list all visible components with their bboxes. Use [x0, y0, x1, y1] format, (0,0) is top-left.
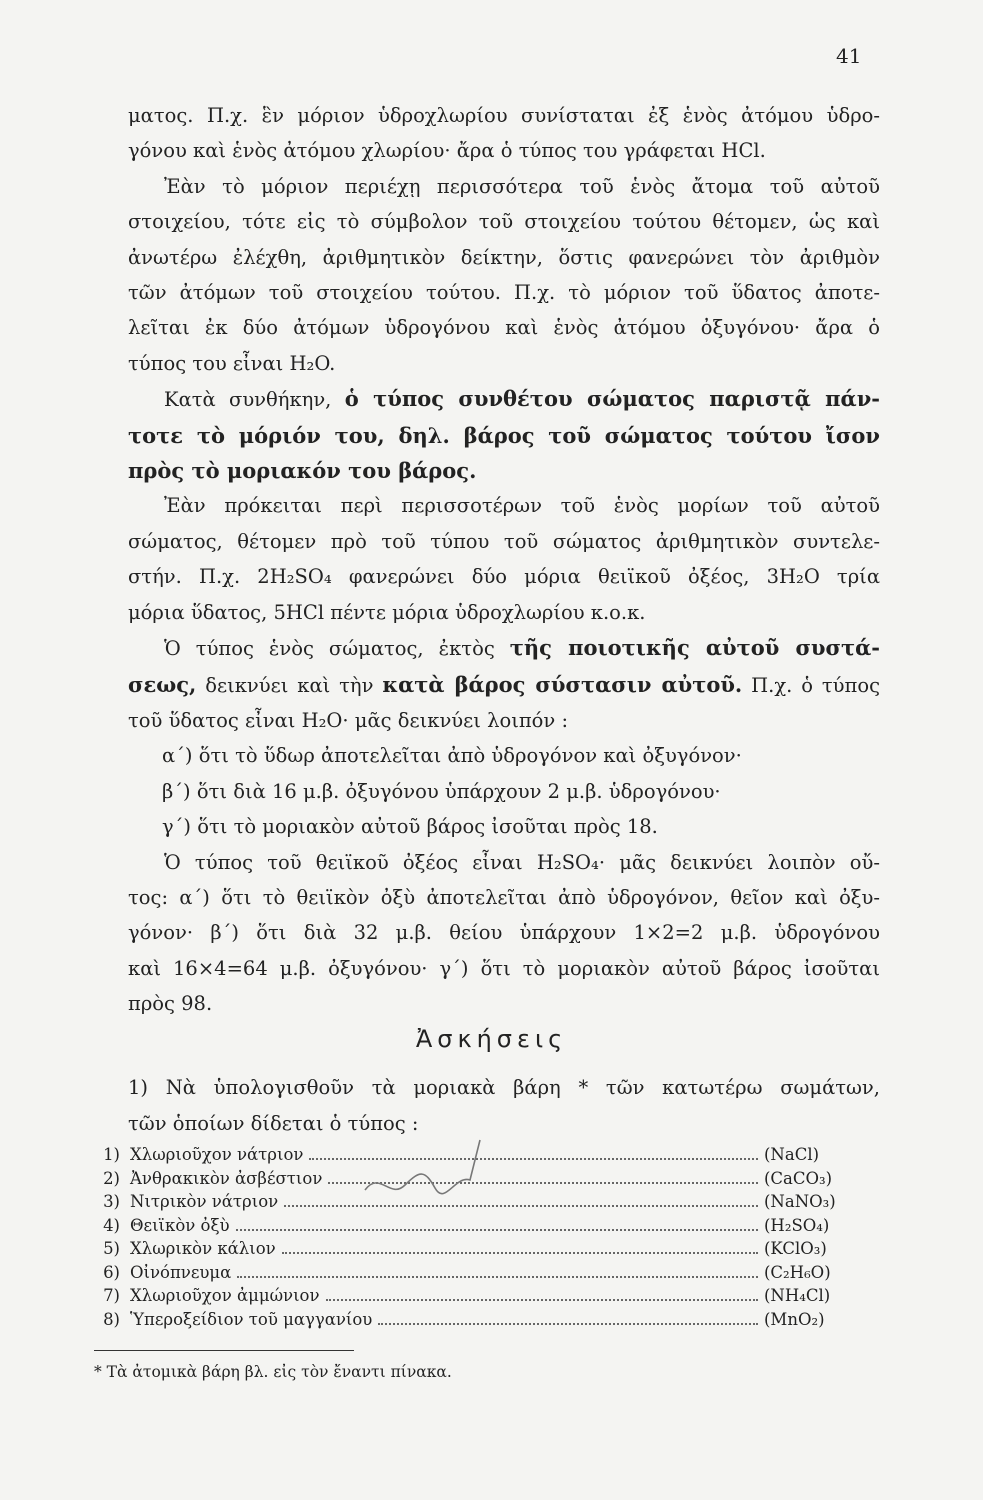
compound-formula: (CaCO₃) — [764, 1168, 833, 1188]
compound-name: Ὑπεροξείδιον τοῦ μαγγανίου — [130, 1309, 373, 1329]
list-item: β΄) ὅτι διὰ 16 μ.β. ὀξυγόνου ὑπάρχουν 2 μ.β. ὑδρογόνου· — [162, 779, 721, 803]
text-line: τοῦ ὕδατος εἶναι H₂O· μᾶς δεικνύει λοιπόν : — [128, 708, 569, 732]
dot-leader — [282, 1251, 758, 1254]
compound-row — [94, 1263, 894, 1287]
compound-row — [94, 1239, 894, 1263]
definition-bold: ὁ τύπος συνθέτου σώματος παριστᾷ πάν- — [344, 386, 880, 412]
definition-line — [128, 381, 880, 417]
row-number: 8) — [103, 1309, 120, 1329]
bold-text: σεως, — [128, 671, 197, 697]
compound-formula: (NaNO₃) — [764, 1192, 836, 1211]
row-number: 3) — [103, 1192, 120, 1211]
dot-leader — [236, 1228, 758, 1231]
row-number: 6) — [103, 1262, 120, 1282]
text-line: ματος. Π.χ. ἓν μόριον ὑδροχλωρίου συνίσταται ἐξ ἑνὸς ἀτόμου ὑδρο- — [128, 104, 880, 127]
compound-formula: (KClO₃) — [764, 1239, 827, 1258]
text-line: λεῖται ἐκ δύο ἀτόμων ὑδρογόνου καὶ ἑνὸς ἀτόμου ὀξυγόνου· ἄρα ὁ — [128, 316, 880, 340]
handwritten-scribble — [355, 1130, 515, 1220]
text-line: τῶν ὁποίων δίδεται ὁ τύπος : — [128, 1112, 419, 1135]
text-line: σώματος, θέτομεν πρὸ τοῦ τύπου τοῦ σώματος ἀριθμητικὸν συντελε- — [128, 529, 880, 553]
bold-text: τῆς ποιοτικῆς αὐτοῦ συστά- — [509, 635, 880, 661]
compound-formula: (MnO₂) — [764, 1309, 825, 1329]
dot-leader — [237, 1275, 758, 1278]
footnote: * Τὰ ἀτομικὰ βάρη βλ. εἰς τὸν ἔναντι πίνακα. — [94, 1363, 452, 1381]
composition-line — [128, 667, 880, 703]
compound-name: Ἀνθρακικὸν ἀσβέστιον — [130, 1168, 323, 1188]
row-number: 4) — [103, 1215, 120, 1235]
text-line: στήν. Π.χ. 2H₂SO₄ φανερώνει δύο μόρια θειϊκοῦ ὀξέος, 3H₂O τρία — [128, 565, 880, 589]
text-line: ἀνωτέρω ἐλέχθη, ἀριθμητικὸν δείκτην, ὅστις φανερώνει τὸν ἀριθμὸν — [128, 245, 880, 269]
row-number: 1) — [103, 1145, 120, 1164]
text-line: τῶν ἀτόμων τοῦ στοιχείου τούτου. Π.χ. τὸ μόριον τοῦ ὕδατος ἀποτε- — [128, 281, 880, 305]
compound-name: Χλωρικὸν κάλιον — [130, 1239, 276, 1258]
span-text: Ὁ τύπος ἑνὸς σώματος, ἐκτὸς — [164, 637, 510, 661]
footnote-rule — [94, 1350, 354, 1351]
text-line: γόνον· β΄) ὅτι διὰ 32 μ.β. θείου ὑπάρχουν 1×2=2 μ.β. ὑδρογόνου — [128, 921, 880, 945]
compound-formula: (H₂SO₄) — [764, 1215, 830, 1235]
span-text: δεικνύει καὶ τὴν — [196, 673, 383, 697]
page-number: 41 — [836, 44, 862, 68]
text-line: μόρια ὕδατος, 5HCl πέντε μόρια ὑδροχλωρίου κ.ο.κ. — [128, 600, 646, 624]
text-line: πρὸς 98. — [128, 992, 213, 1016]
text-line: τος: α΄) ὅτι τὸ θειϊκὸν ὀξὺ ἀποτελεῖται ἀπὸ ὑδρογόνον, θεῖον καὶ ὀξυ- — [128, 885, 880, 909]
row-number: 7) — [103, 1286, 120, 1305]
text-line: γόνου καὶ ἑνὸς ἀτόμου χλωρίου· ἄρα ὁ τύπος του γράφεται HCl. — [128, 139, 766, 163]
compound-name: Χλωριοῦχον ἀμμώνιον — [130, 1286, 320, 1305]
text-line: 1) Νὰ ὑπολογισθοῦν τὰ μοριακὰ βάρη * τῶν κατωτέρω σωμάτων, — [128, 1076, 880, 1099]
definition-bold-line: πρὸς τὸ μοριακόν του βάρος. — [128, 458, 477, 484]
compound-row — [94, 1310, 894, 1334]
text-line: καὶ 16×4=64 μ.β. ὀξυγόνου· γ΄) ὅτι τὸ μοριακὸν αὐτοῦ βάρος ἰσοῦται — [128, 956, 880, 980]
text-line: Ὁ τύπος τοῦ θειϊκοῦ ὀξέος εἶναι H₂SO₄· μᾶς δεικνύει λοιπὸν οὔ- — [164, 850, 880, 874]
row-number: 5) — [103, 1239, 120, 1258]
text-line: στοιχείου, τότε εἰς τὸ σύμβολον τοῦ στοιχείου τούτου θέτομεν, ὡς καὶ — [128, 210, 880, 234]
dot-leader — [326, 1298, 758, 1301]
compound-formula: (NH₄Cl) — [764, 1286, 831, 1305]
compound-name: Οἰνόπνευμα — [130, 1262, 232, 1282]
definition-lead: Κατὰ συνθήκην, — [164, 388, 345, 412]
list-item: γ΄) ὅτι τὸ μοριακὸν αὐτοῦ βάρος ἰσοῦται πρὸς 18. — [162, 815, 658, 839]
text-line: Ἐὰν τὸ μόριον περιέχῃ περισσότερα τοῦ ἑνὸς ἄτομα τοῦ αὐτοῦ — [164, 174, 880, 198]
compound-row — [94, 1286, 894, 1310]
composition-line — [128, 630, 880, 666]
list-item: α΄) ὅτι τὸ ὕδωρ ἀποτελεῖται ἀπὸ ὑδρογόνον καὶ ὀξυγόνον· — [162, 744, 742, 768]
definition-bold-line: τοτε τὸ μόριόν του, δηλ. βάρος τοῦ σώματος τούτου ἴσον — [128, 422, 880, 448]
bold-text: κατὰ βάρος σύστασιν αὐτοῦ. — [382, 671, 743, 697]
compound-name: Θειϊκὸν ὀξὺ — [130, 1215, 230, 1235]
compound-formula: (NaCl) — [764, 1145, 820, 1164]
exercises-heading: Ἀσκήσεις — [415, 1025, 568, 1053]
text-line: Ἐὰν πρόκειται περὶ περισσοτέρων τοῦ ἑνὸς μορίων τοῦ αὐτοῦ — [164, 494, 880, 518]
text-line: τύπος του εἶναι H₂O. — [128, 351, 336, 375]
body-text — [128, 98, 880, 1022]
compound-name: Χλωριοῦχον νάτριον — [130, 1145, 304, 1164]
compound-formula: (C₂H₆O) — [764, 1262, 831, 1282]
span-text: Π.χ. ὁ τύπος — [742, 673, 880, 697]
compound-name: Νιτρικὸν νάτριον — [130, 1192, 279, 1211]
row-number: 2) — [103, 1168, 120, 1188]
dot-leader — [378, 1322, 758, 1325]
